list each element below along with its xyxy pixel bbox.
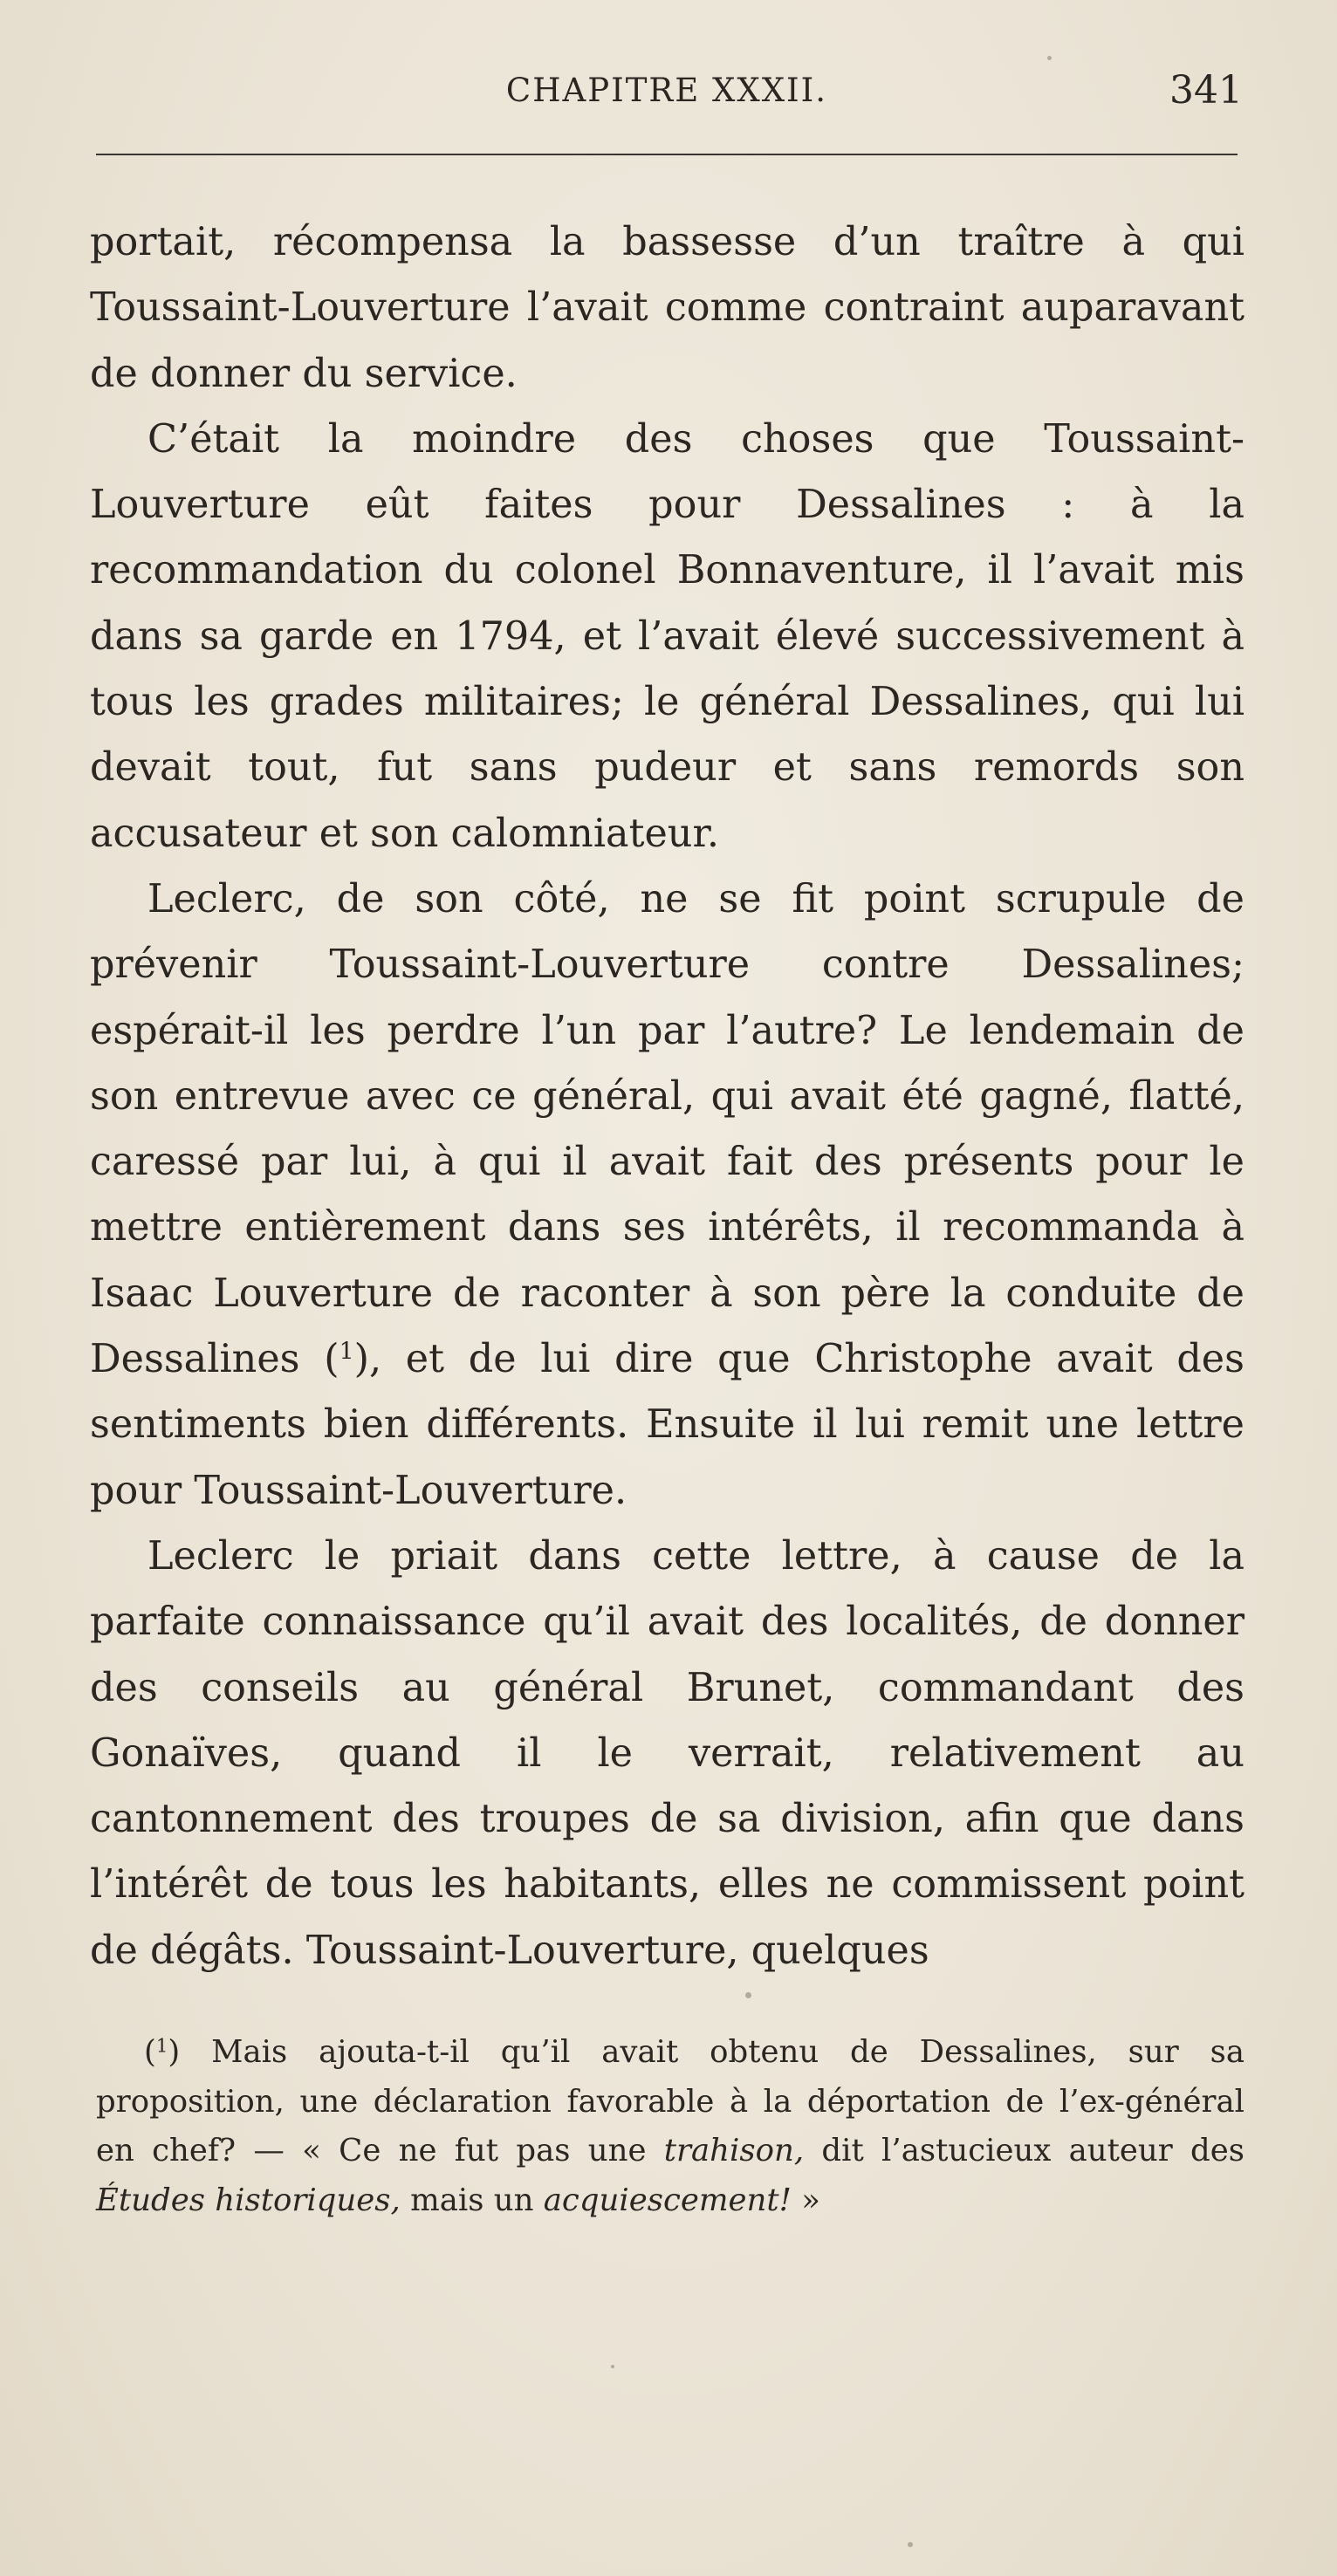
footnote-mark-open: ( — [144, 2034, 156, 2070]
footnote-emphasis: trahison, — [663, 2133, 805, 2168]
footnote-reference: 1 — [339, 1338, 354, 1366]
footnote-text: » — [791, 2182, 820, 2218]
page-header — [96, 68, 1243, 129]
header-rule — [96, 154, 1238, 155]
footnote-emphasis: acquiescement! — [543, 2182, 792, 2218]
paragraph: Leclerc le priait dans cette lettre, à cause de la parfaite connaissance qu’il avait des localités, de donner des conseils au général Brunet, commandant des Gonaïves, quand il le verrait, relativement au cantonnement des troupes de sa division, afin que dans l’intérêt de tous les habitants, elles ne commissent point de dégâts. Toussaint-Louverture, quelques — [90, 1533, 1244, 1973]
paragraph — [90, 867, 1244, 1524]
page-number: 341 — [1169, 68, 1243, 113]
paragraph-text: ), et de lui dire que Christophe avait des sentiments bien différents. Ensuite il lui remit une lettre pour Toussaint-Louverture. — [90, 1337, 1244, 1513]
footnotes — [96, 2028, 1244, 2225]
paper-speck — [611, 2365, 614, 2368]
footnote-text: mais un — [400, 2182, 544, 2218]
paper-speck — [745, 1992, 751, 1998]
footnote-text: dit l’astucieux auteur des — [804, 2133, 1245, 2168]
footnote-text: Mais ajouta-t-il qu’il avait obtenu de Dessalines, sur sa proposition, une déclaration favorable à la déportation de l’ex-général en chef? — « Ce ne fut pas une — [96, 2034, 1244, 2168]
footnote — [96, 2028, 1244, 2225]
paper-speck — [1047, 56, 1052, 60]
footnote-book-title: Études historiques, — [96, 2182, 401, 2218]
footnote-mark: 1 — [155, 2035, 168, 2058]
body-text — [90, 209, 1244, 1983]
footnote-mark-close: ) — [168, 2034, 181, 2070]
paragraph: C’était la moindre des choses que Toussaint-Louverture eût faites pour Dessalines : à la recommandation du colonel Bonnaventure, il l’avait mis dans sa garde en 1794, et l’avait élevé successivement à tous les grades militaires; le général Dessalines, qui lui devait tout, fut sans pudeur et sans remords son accusateur et son calomniateur. — [90, 416, 1244, 856]
running-head: CHAPITRE XXXII. — [505, 72, 828, 109]
paragraph-continued: portait, récompensa la bassesse d’un traître à qui Toussaint-Louverture l’avait comme contraint auparavant de donner du service. — [90, 220, 1244, 396]
paragraph-text: Leclerc, de son côté, ne se fit point scrupule de prévenir Toussaint-Louverture contre Dessalines; espérait-il les perdre l’un par l’autre? Le lendemain de son entrevue avec ce général, qui avait été gagné, flatté, caressé par lui, à qui il avait fait des présents pour le mettre entièrement dans ses intérêts, il recommanda à Isaac Louverture de raconter à son père la conduite de Dessalines ( — [90, 876, 1244, 1382]
paper-speck — [908, 2542, 913, 2547]
